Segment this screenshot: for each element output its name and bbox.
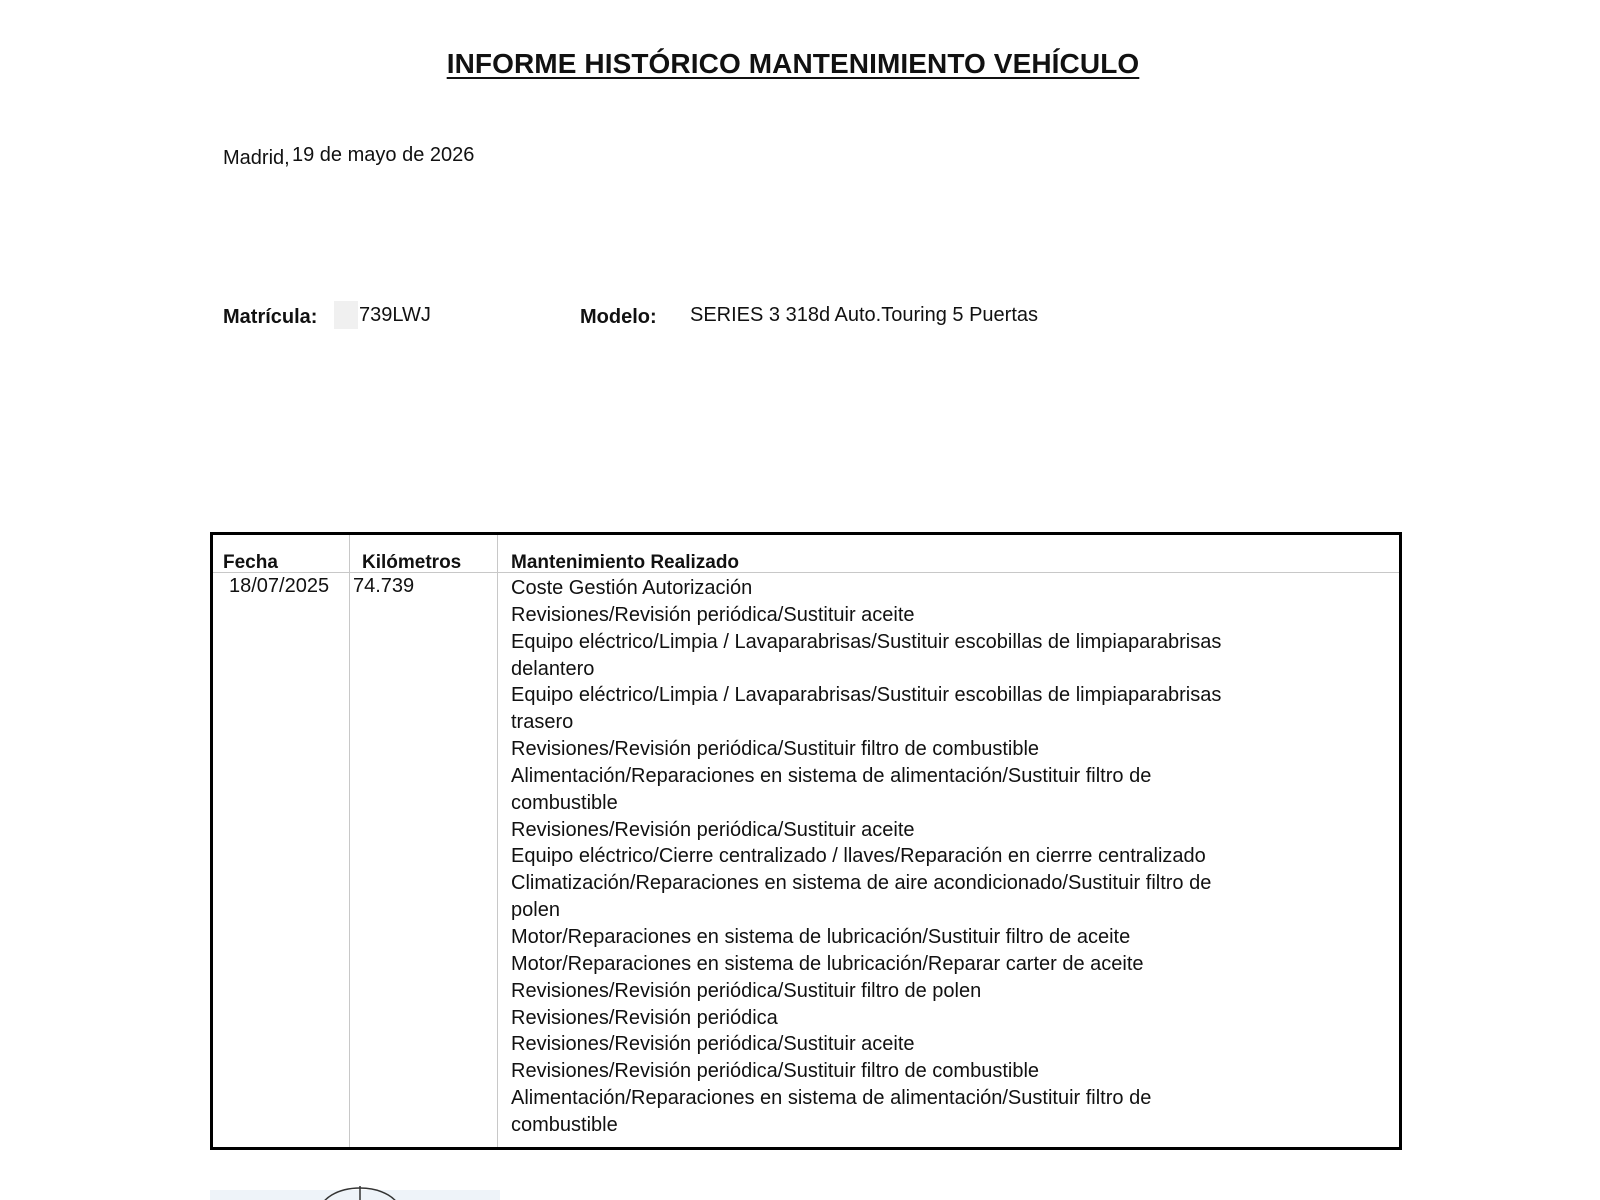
maintenance-line: Revisiones/Revisión periódica — [511, 1006, 778, 1029]
stamp-image — [210, 1186, 500, 1200]
maintenance-line: combustible — [511, 791, 618, 814]
maintenance-line: Alimentación/Reparaciones en sistema de alimentación/Sustituir filtro de — [511, 764, 1152, 787]
report-city: Madrid, — [223, 147, 290, 169]
maintenance-line: Coste Gestión Autorización — [511, 577, 753, 599]
plate-label: Matrícula: — [223, 306, 318, 328]
maintenance-line: Revisiones/Revisión periódica/Sustituir filtro de combustible — [511, 1060, 1040, 1083]
report-date: 19 de mayo de 2026 — [292, 144, 475, 166]
maintenance-line: Revisiones/Revisión periódica/Sustituir aceite — [511, 603, 915, 626]
header-mantenimiento: Mantenimiento Realizado — [511, 552, 740, 573]
row-km: 74.739 — [353, 575, 415, 597]
report-title: INFORME HISTÓRICO MANTENIMIENTO VEHÍCULO — [446, 48, 1140, 79]
maintenance-line: Revisiones/Revisión periódica/Sustituir aceite — [511, 818, 915, 841]
maintenance-line: Motor/Reparaciones en sistema de lubricación/Sustituir filtro de aceite — [511, 925, 1131, 948]
maintenance-line: Climatización/Reparaciones en sistema de aire acondicionado/Sustituir filtro de — [511, 872, 1212, 895]
maintenance-table — [210, 532, 1402, 1150]
maintenance-line: Revisiones/Revisión periódica/Sustituir filtro de polen — [511, 979, 982, 1002]
maintenance-line: combustible — [511, 1113, 618, 1136]
maintenance-line: polen — [511, 899, 560, 922]
maintenance-line: Motor/Reparaciones en sistema de lubricación/Reparar carter de aceite — [511, 952, 1144, 975]
maintenance-line: Equipo eléctrico/Limpia / Lavaparabrisas/Sustituir escobillas de limpiaparabrisas — [511, 684, 1222, 707]
maintenance-line: delantero — [511, 657, 595, 680]
maintenance-line: Revisiones/Revisión periódica/Sustituir filtro de combustible — [511, 738, 1040, 761]
maintenance-list — [511, 575, 1251, 1139]
plate-redaction — [334, 301, 358, 329]
row-date: 18/07/2025 — [229, 575, 330, 597]
plate-value: 739LWJ — [359, 304, 431, 326]
maintenance-line: Revisiones/Revisión periódica/Sustituir aceite — [511, 1033, 915, 1056]
maintenance-line: Equipo eléctrico/Limpia / Lavaparabrisas/Sustituir escobillas de limpiaparabrisas — [511, 630, 1222, 653]
model-value: SERIES 3 318d Auto.Touring 5 Puertas — [690, 304, 1038, 326]
header-kilometros: Kilómetros — [362, 552, 462, 573]
column-divider — [349, 535, 350, 1147]
header-fecha: Fecha — [223, 552, 278, 573]
model-label: Modelo: — [580, 306, 657, 328]
column-divider — [497, 535, 498, 1147]
maintenance-line: Equipo eléctrico/Cierre centralizado / llaves/Reparación en cierrre centralizado — [511, 845, 1206, 868]
maintenance-line: trasero — [511, 711, 574, 734]
maintenance-line: Alimentación/Reparaciones en sistema de alimentación/Sustituir filtro de — [511, 1087, 1152, 1110]
